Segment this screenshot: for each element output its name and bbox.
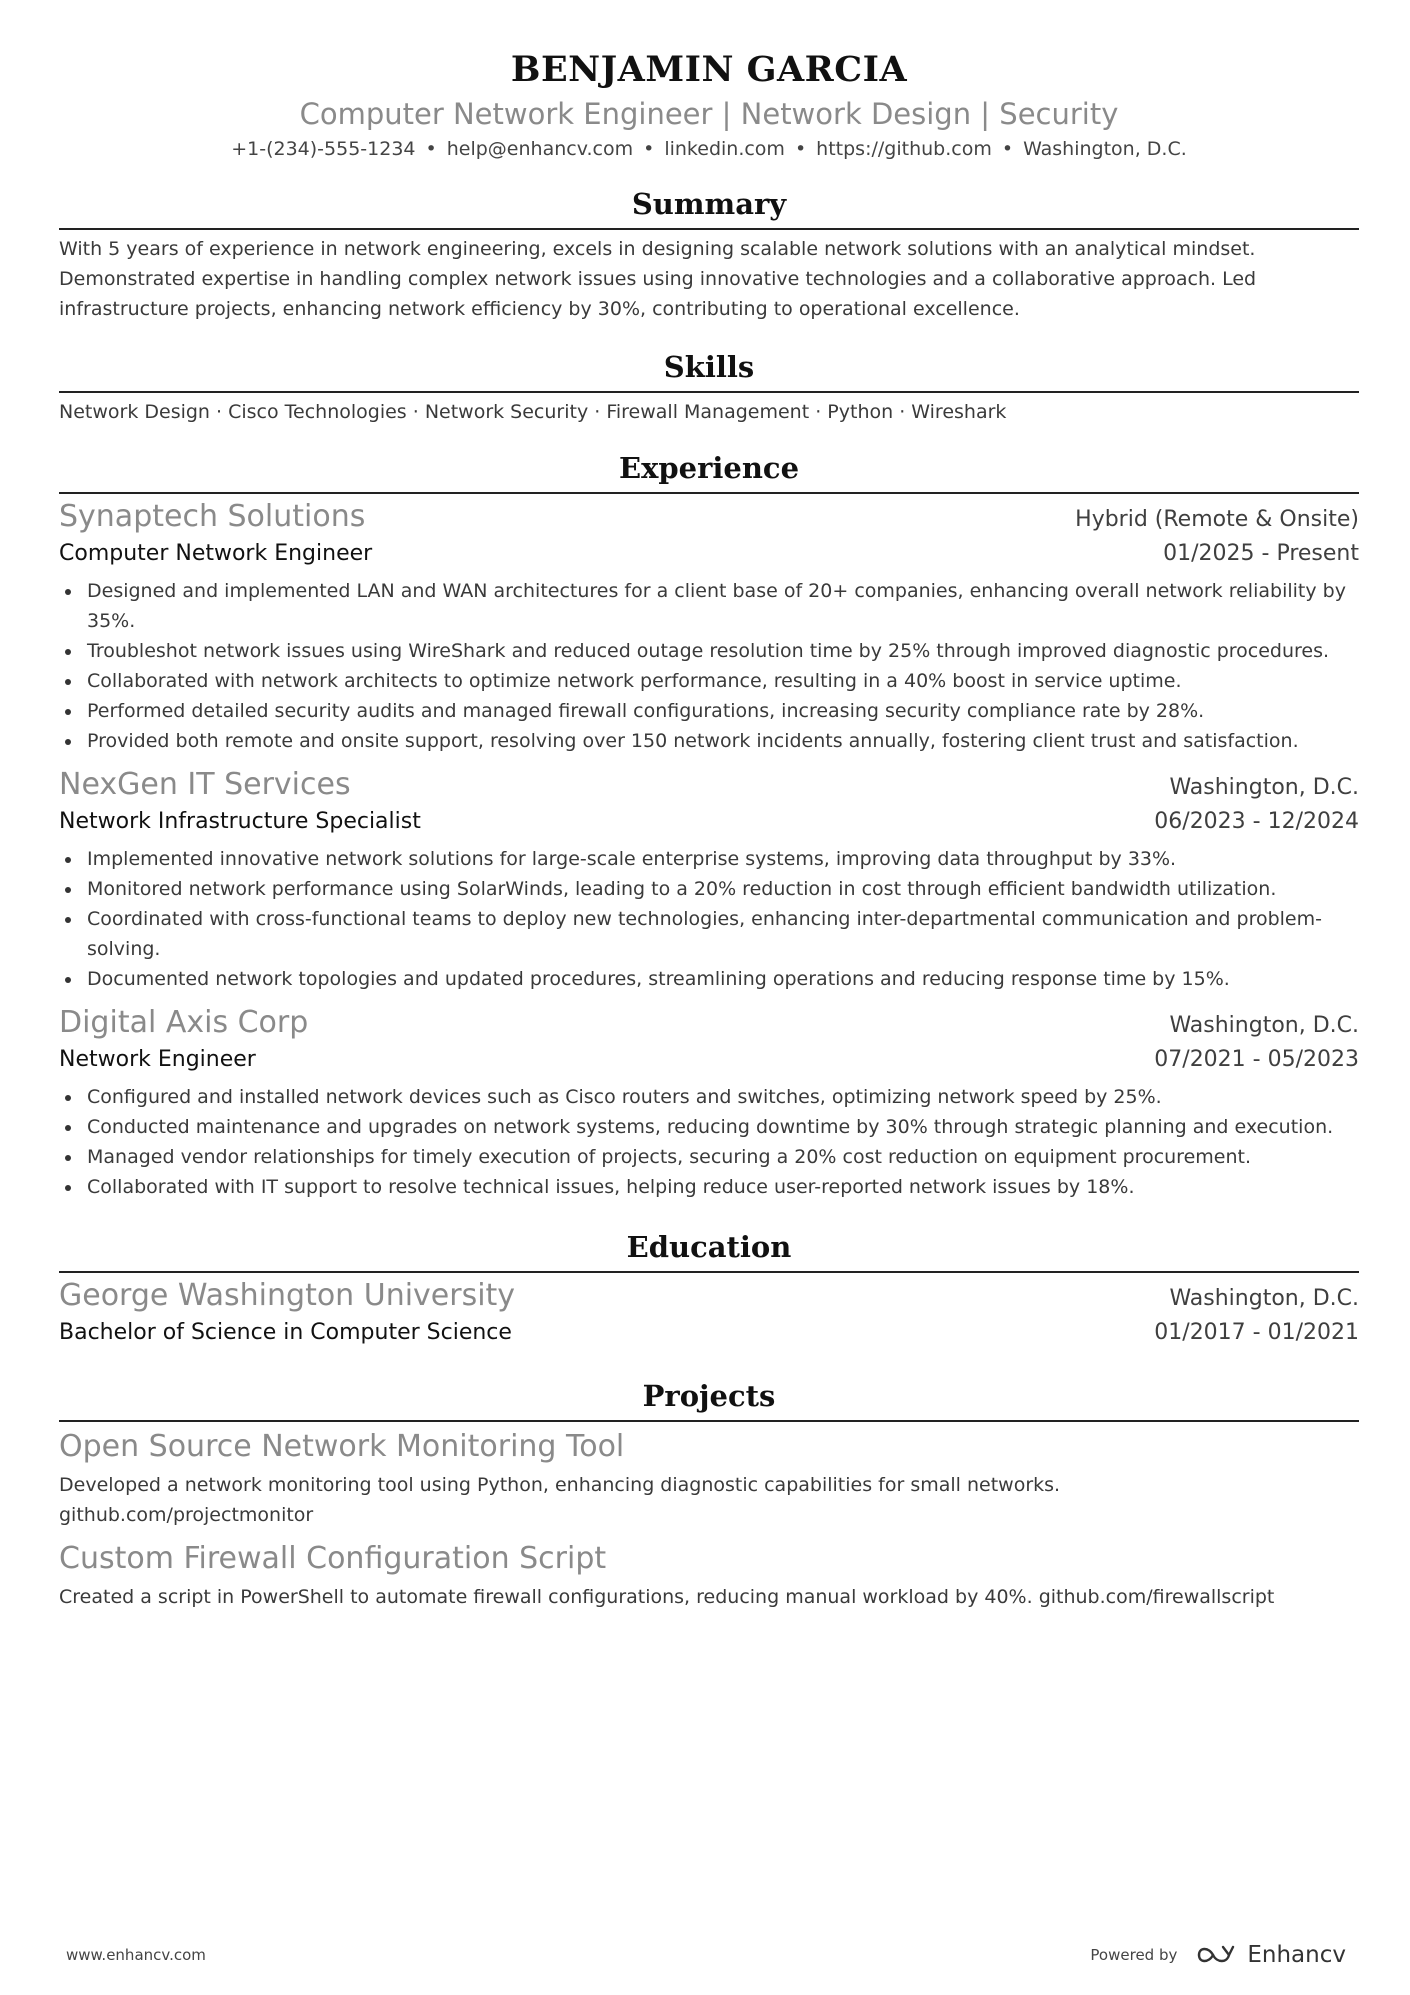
job-bullet: Monitored network performance using SolarWinds, leading to a 20% reduction in cost through efficient bandwidth utilization. (59, 874, 1359, 904)
job-dates: 07/2021 - 05/2023 (1154, 1047, 1359, 1072)
job-bullet: Collaborated with IT support to resolve technical issues, helping reduce user-reported network issues by 18%. (59, 1172, 1359, 1202)
brand-logo[interactable] (1195, 1942, 1346, 1968)
bullet-separator: • (794, 138, 807, 160)
bullet-separator: • (425, 138, 437, 160)
job-bullet: Troubleshot network issues using WireShark and reduced outage resolution time by 25% through improved diagnostic procedures. (59, 636, 1359, 666)
job-role: Computer Network Engineer (59, 541, 373, 566)
brand-block (1090, 1942, 1346, 1968)
skills-text: Network Design · Cisco Technologies · Network Security · Firewall Management · Python · Wireshark (59, 401, 1007, 423)
degree: Bachelor of Science in Computer Science (59, 1320, 512, 1345)
company-name: NexGen IT Services (59, 767, 351, 802)
summary-section (59, 183, 1359, 324)
job-dates: 01/2025 - Present (1163, 541, 1359, 566)
job-location: Washington, D.C. (1169, 775, 1359, 800)
job-header (59, 1004, 1359, 1042)
project-description (59, 1582, 1359, 1612)
footer-website[interactable]: www.enhancv.com (66, 1946, 206, 1964)
company-name: Digital Axis Corp (59, 1005, 309, 1040)
contact-linkedin: linkedin.com (664, 138, 785, 160)
education-section (59, 1226, 1359, 1351)
experience-heading: Experience (59, 447, 1359, 494)
job-bullet: Managed vendor relationships for timely execution of projects, securing a 20% cost reduction on equipment procurement. (59, 1142, 1359, 1172)
education-dates: 01/2017 - 01/2021 (1154, 1320, 1359, 1345)
project-entry (59, 1428, 1359, 1530)
education-header (59, 1277, 1359, 1315)
job-bullets (59, 576, 1359, 756)
education-subheader (59, 1315, 1359, 1351)
job-bullets (59, 1082, 1359, 1202)
project-description (59, 1470, 1359, 1530)
skills-section (59, 346, 1359, 427)
projects-heading: Projects (59, 1375, 1359, 1422)
resume-header (59, 0, 1359, 162)
job-role: Network Infrastructure Specialist (59, 809, 421, 834)
contact-phone: +1-(234)-555-1234 (231, 138, 416, 160)
job-bullets (59, 844, 1359, 994)
projects-section (59, 1375, 1359, 1612)
project-entry (59, 1540, 1359, 1612)
job-bullet: Conducted maintenance and upgrades on network systems, reducing downtime by 30% through strategic planning and execution. (59, 1112, 1359, 1142)
job-location: Hybrid (Remote & Onsite) (1075, 507, 1359, 532)
project-link[interactable]: github.com/projectmonitor (59, 1504, 314, 1526)
school-location: Washington, D.C. (1169, 1286, 1359, 1311)
job-bullet: Performed detailed security audits and managed firewall configurations, increasing security compliance rate by 28%. (59, 696, 1359, 726)
project-description-text: Created a script in PowerShell to automate firewall configurations, reducing manual workload by 40%. (59, 1586, 1033, 1608)
job-dates: 06/2023 - 12/2024 (1154, 809, 1359, 834)
job-header (59, 766, 1359, 804)
resume-content (59, 0, 1359, 1612)
project-title: Open Source Network Monitoring Tool (59, 1429, 625, 1464)
candidate-title: Computer Network Engineer | Network Design | Security (299, 97, 1119, 131)
job-bullet: Collaborated with network architects to optimize network performance, resulting in a 40% boost in service uptime. (59, 666, 1359, 696)
job-location: Washington, D.C. (1169, 1013, 1359, 1038)
job-entry (59, 498, 1359, 756)
job-bullet: Implemented innovative network solutions for large-scale enterprise systems, improving data throughput by 33%. (59, 844, 1359, 874)
contact-location: Washington, D.C. (1023, 138, 1187, 160)
bullet-separator: • (1001, 138, 1014, 160)
brand-name-text: Enhancv (1247, 1942, 1346, 1968)
job-subheader (59, 1042, 1359, 1078)
company-name: Synaptech Solutions (59, 499, 366, 534)
job-bullet: Designed and implemented LAN and WAN architectures for a client base of 20+ companies, enhancing overall network reliability by 35%. (59, 576, 1359, 636)
job-header (59, 498, 1359, 536)
summary-text: With 5 years of experience in network engineering, excels in designing scalable network solutions with an analytical mindset. Demonstrated expertise in handling complex network issues using innovative technologies and a collaborative approach. Led infrastructure projects, enhancing network efficiency by 30%, contributing to operational excellence. (59, 238, 1257, 320)
powered-by-label: Powered by (1090, 1946, 1178, 1964)
project-link[interactable]: github.com/firewallscript (1038, 1586, 1275, 1608)
job-bullet: Documented network topologies and updated procedures, streamlining operations and reducing response time by 15%. (59, 964, 1359, 994)
job-bullet: Provided both remote and onsite support, resolving over 150 network incidents annually, fostering client trust and satisfaction. (59, 726, 1359, 756)
project-title: Custom Firewall Configuration Script (59, 1541, 607, 1576)
job-subheader (59, 536, 1359, 572)
job-entry (59, 1004, 1359, 1202)
job-bullet: Configured and installed network devices such as Cisco routers and switches, optimizing network speed by 25%. (59, 1082, 1359, 1112)
contact-line (59, 136, 1359, 162)
job-entry (59, 766, 1359, 994)
experience-section (59, 447, 1359, 1202)
contact-email: help@enhancv.com (446, 138, 634, 160)
school-name: George Washington University (59, 1278, 516, 1313)
job-bullet: Coordinated with cross-functional teams to deploy new technologies, enhancing inter-departmental communication and problem-solving. (59, 904, 1359, 964)
skills-heading: Skills (59, 346, 1359, 393)
project-description-text: Developed a network monitoring tool using Python, enhancing diagnostic capabilities for small networks. (59, 1474, 1061, 1496)
job-role: Network Engineer (59, 1047, 256, 1072)
enhancv-logo-icon (1195, 1943, 1239, 1967)
education-heading: Education (59, 1226, 1359, 1273)
summary-heading: Summary (59, 183, 1359, 230)
footer (66, 1942, 1346, 1968)
contact-github: https://github.com (816, 138, 992, 160)
bullet-separator: • (643, 138, 655, 160)
candidate-name: BENJAMIN GARCIA (510, 49, 908, 90)
job-subheader (59, 804, 1359, 840)
